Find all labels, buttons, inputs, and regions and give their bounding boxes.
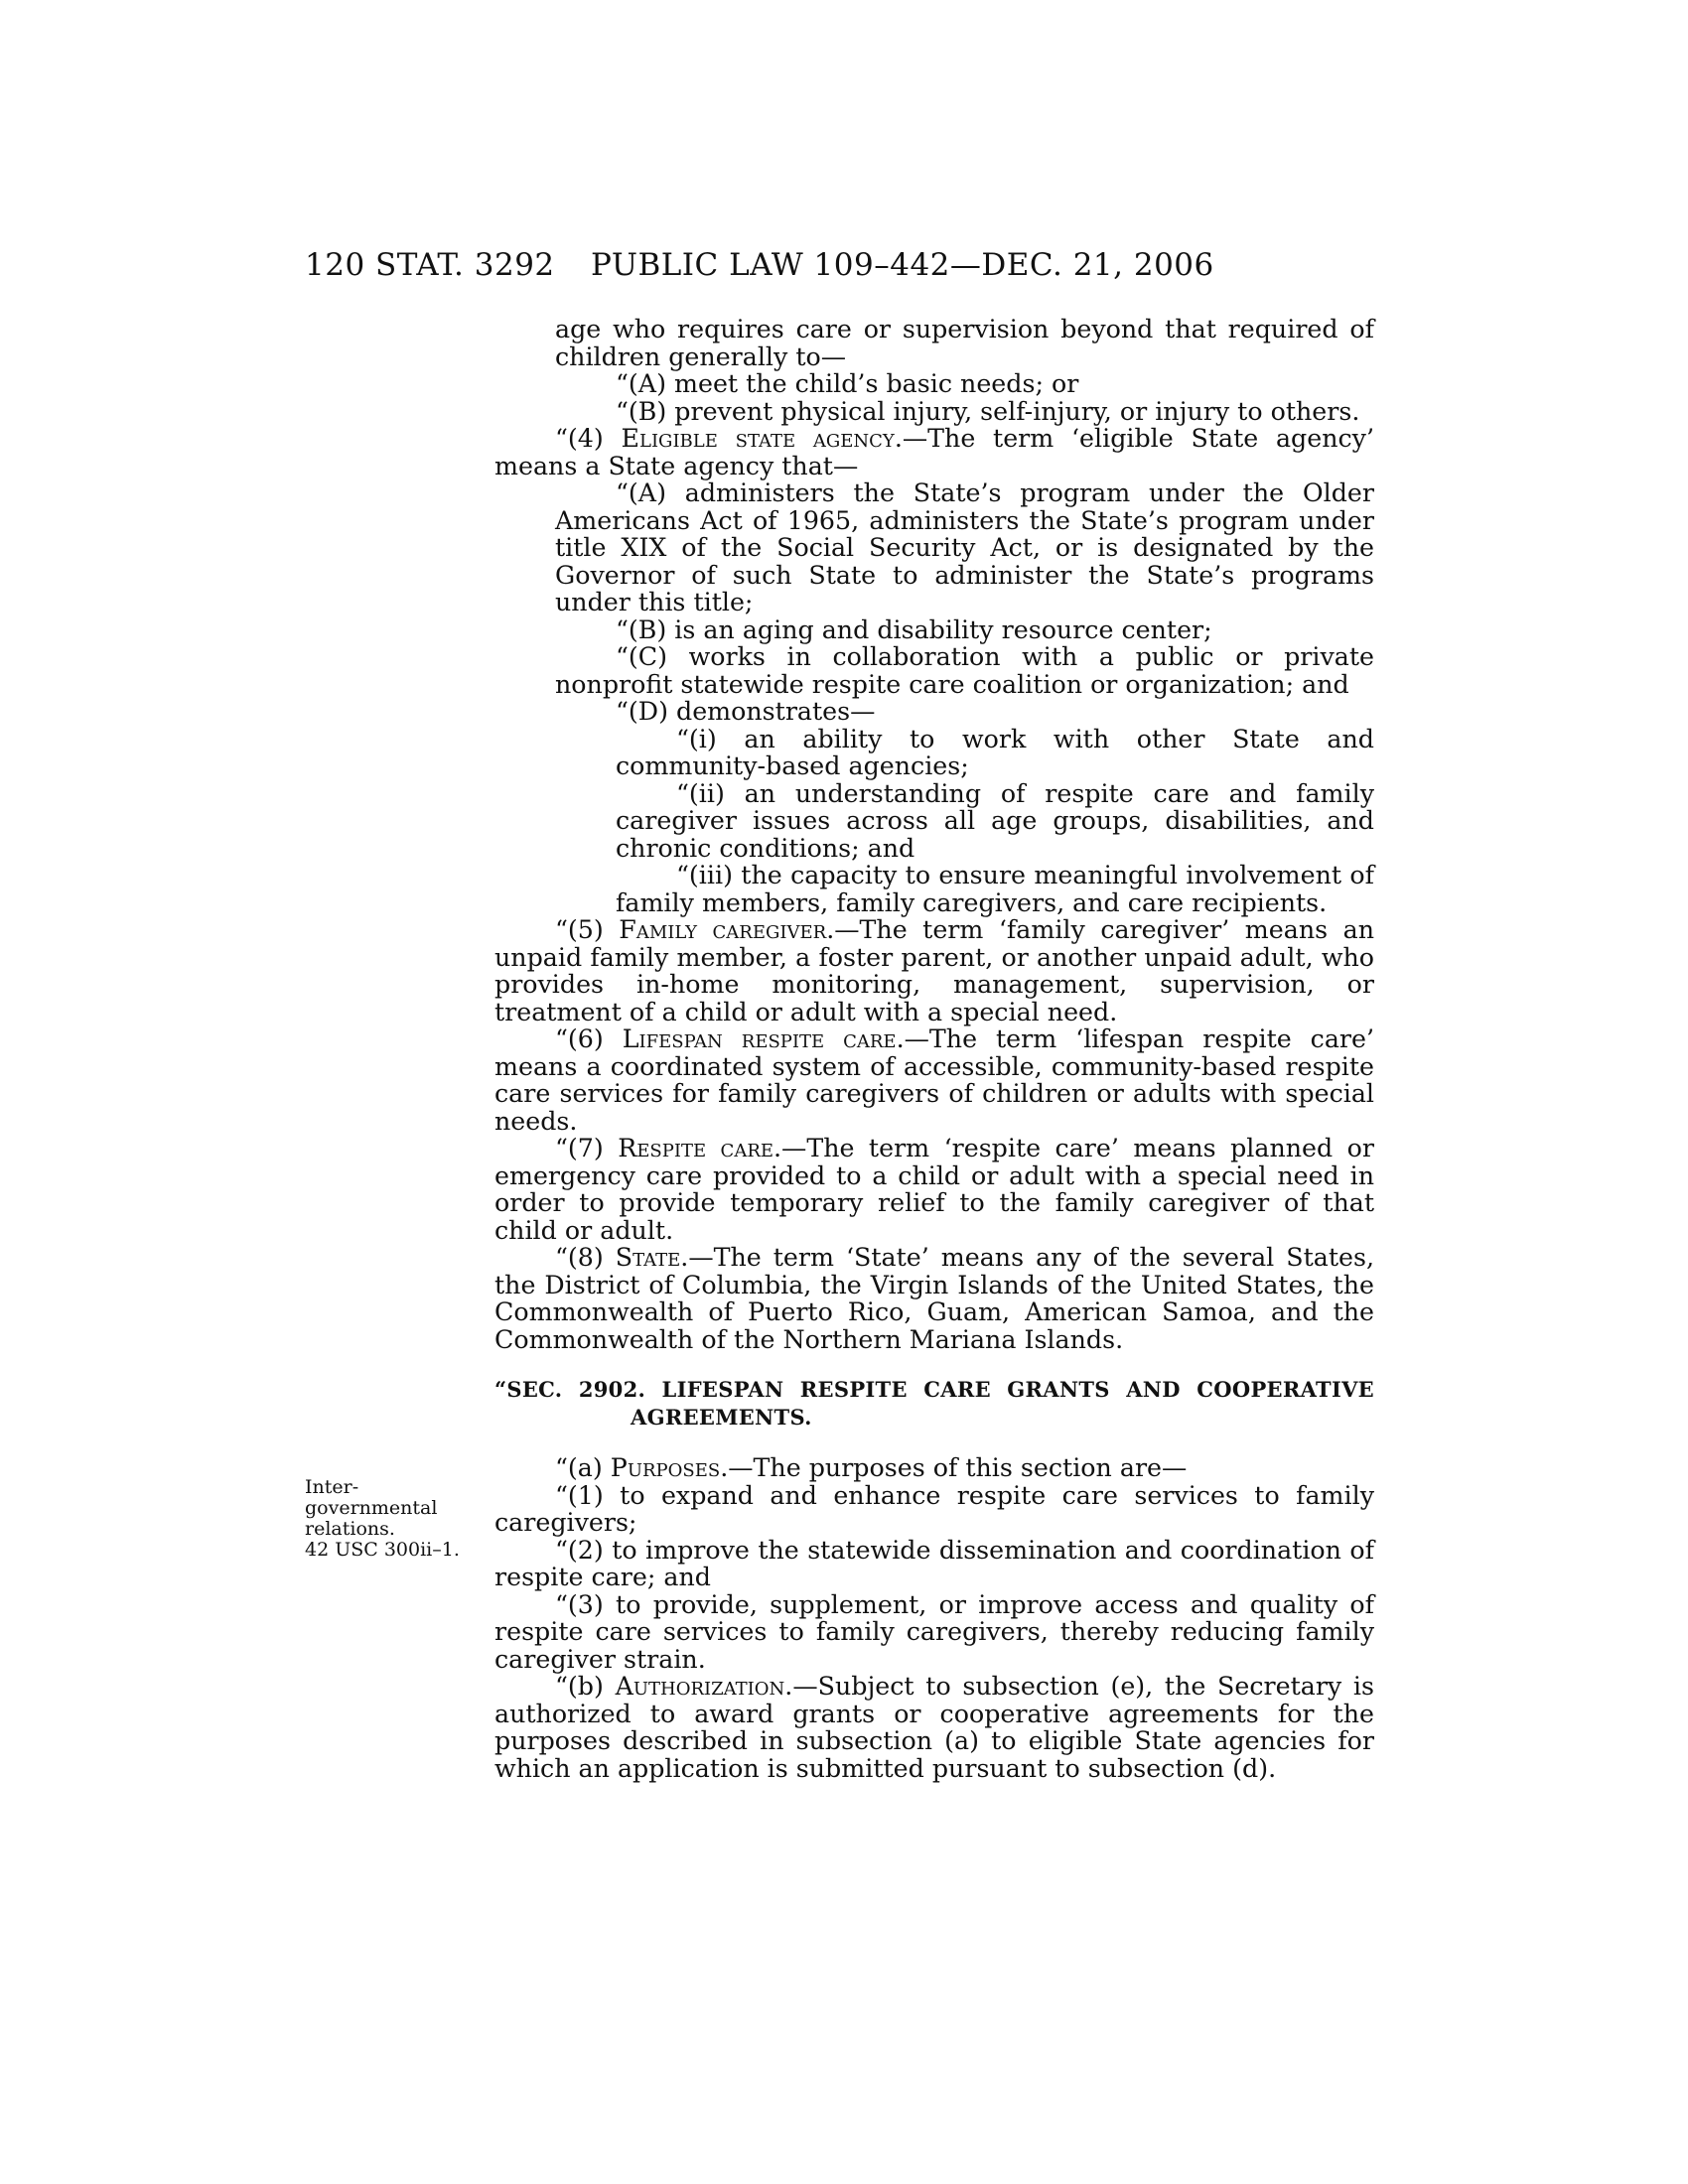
clause-i: “(i) an ability to work with other State and community-based agencies; (616, 724, 1374, 780)
definition-text: .—The term ‘State’ means any of the several States, the District of Columbia, the Virgin Islands of the United States, the Commonwealth of Puerto Rico, Guam, American Samoa, and the Commonwealth of the Northern Mariana Islands. (494, 1243, 1374, 1354)
public-law-title: PUBLIC LAW 109–442—DEC. 21, 2006 (591, 247, 1214, 283)
defined-term: Respite care (618, 1134, 774, 1162)
margin-note-line: Inter- (305, 1476, 359, 1498)
subparagraph-a-basic-needs: “(A) meet the child’s basic needs; or (616, 369, 1079, 398)
subsection-b-authorization (494, 1673, 1374, 1782)
defined-term: Family caregiver (619, 915, 827, 944)
subparagraph-d-demonstrates: “(D) demonstrates— (616, 697, 876, 726)
defined-term: Lifespan respite care (622, 1024, 897, 1053)
subparagraph-b-resource-center: “(B) is an aging and disability resource center; (616, 614, 1212, 644)
paragraph-number: “(6) (555, 1024, 623, 1053)
margin-note-line: relations. (305, 1518, 395, 1540)
defined-term: Eligible state agency (621, 424, 895, 453)
definition-text: .—The term ‘respite care’ means planned or emergency care provided to a child or adult with a special need in order to provide temporary relief to the family caregiver of that child or adult. (494, 1134, 1374, 1245)
statute-body (494, 316, 1374, 1782)
defined-term: State (615, 1243, 681, 1272)
definition-state (494, 1244, 1374, 1353)
definition-eligible-state-agency (494, 425, 1374, 479)
section-heading: “SEC. 2902. LIFESPAN RESPITE CARE GRANTS AND COOPERATIVE AGREEMENTS. (494, 1377, 1374, 1430)
definition-family-caregiver (494, 916, 1374, 1025)
margin-note (305, 1476, 460, 1561)
subparagraph-b-prevent-injury: “(B) prevent physical injury, self-injury, or injury to others. (616, 396, 1360, 426)
paragraph-continuation: age who requires care or supervision beyond that required of children generally to— (555, 315, 1374, 371)
paragraph-number: “(a) (555, 1453, 611, 1482)
page-header (0, 247, 1688, 287)
subparagraph-c-collaboration: “(C) works in collaboration with a public or private nonprofit statewide respite care coalition or organization; and (555, 642, 1374, 699)
definition-text: .—The term ‘lifespan respite care’ means a coordinated system of accessible, community-based respite care services for family caregivers of children or adults with special needs. (494, 1024, 1375, 1136)
purpose-1: “(1) to expand and enhance respite care services to family caregivers; (494, 1480, 1374, 1537)
clause-ii: “(ii) an understanding of respite care and family caregiver issues across all age groups, disabilities, and chronic conditions; and (616, 778, 1374, 863)
subparagraph-a-administers: “(A) administers the State’s program under the Older Americans Act of 1965, administers the State’s program under title XIX of the Social Security Act, or is designated by the Governor of such State to administer the State’s programs under this title; (555, 478, 1374, 616)
paragraph-number: “(8) (555, 1243, 616, 1272)
paragraph-number: “(b) (555, 1672, 616, 1701)
subsection-text: .—The purposes of this section are— (720, 1453, 1188, 1482)
purpose-2: “(2) to improve the statewide dissemination and coordination of respite care; and (494, 1535, 1374, 1591)
definition-text: .—The term ‘eligible State agency’ means a State agency that— (494, 424, 1374, 480)
definition-respite-care (494, 1135, 1374, 1244)
purpose-3: “(3) to provide, supplement, or improve access and quality of respite care services to family caregivers, thereby reducing family caregiver strain. (494, 1589, 1374, 1674)
margin-note-line: governmental (305, 1497, 438, 1519)
definition-lifespan-respite-care (494, 1025, 1374, 1135)
subsection-heading: Authorization (615, 1672, 785, 1701)
paragraph-number: “(5) (555, 915, 620, 944)
paragraph-number: “(4) (555, 424, 622, 453)
clause-iii: “(iii) the capacity to ensure meaningful involvement of family members, family caregivers, and care recipients. (616, 861, 1374, 917)
subsection-heading: Purposes (610, 1453, 721, 1482)
paragraph-number: “(7) (555, 1134, 619, 1162)
statute-page-reference: 120 STAT. 3292 (305, 247, 555, 283)
margin-note-usc-citation: 42 USC 300ii–1. (305, 1539, 460, 1561)
definition-text: .—The term ‘family caregiver’ means an unpaid family member, a foster parent, or another unpaid adult, who provides in-home monitoring, management, supervision, or treatment of a child or adult with a special need. (494, 915, 1374, 1026)
subsection-a-purposes (494, 1454, 1374, 1482)
subsection-text: .—Subject to subsection (e), the Secretary is authorized to award grants or cooperative agreements for the purposes described in subsection (a) to eligible State agencies for which an application is submitted pursuant to subsection (d). (494, 1672, 1374, 1783)
